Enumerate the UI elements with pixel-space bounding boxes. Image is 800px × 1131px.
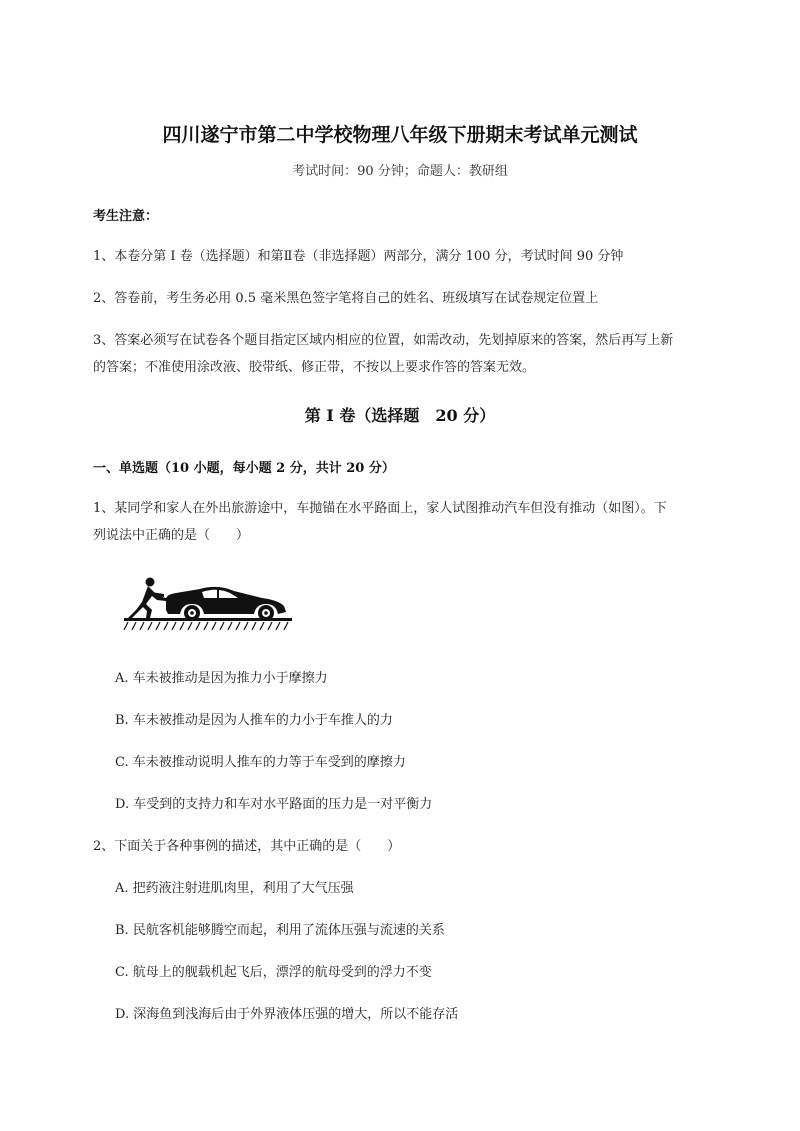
question-1-option-d: D. 车受到的支持力和车对水平路面的压力是一对平衡力 [115, 797, 433, 812]
question-2-stem: 2、下面关于各种事例的描述，其中正确的是（ ） [93, 839, 401, 854]
notice-item-2: 2、答卷前，考生务必用 0.5 毫米黑色签字笔将自己的姓名、班级填写在试卷规定位置上 [93, 291, 599, 306]
notice-heading: 考生注意： [93, 209, 159, 224]
question-1-option-a: A. 车未被推动是因为推力小于摩擦力 [115, 671, 328, 686]
question-2-option-a: A. 把药液注射进肌肉里，利用了大气压强 [115, 881, 354, 896]
person-pushing-car-icon [122, 574, 294, 632]
notice-item-3-continued: 的答案；不准使用涂改液、胶带纸、修正带，不按以上要求作答的答案无效。 [93, 360, 536, 375]
question-1-stem-line-2: 列说法中正确的是（ ） [93, 528, 250, 543]
part-heading: 一、单选题（10 小题，每小题 2 分，共计 20 分） [93, 461, 395, 476]
question-2-option-b: B. 民航客机能够腾空而起，利用了流体压强与流速的关系 [115, 923, 445, 938]
question-1-option-c: C. 车未被推动说明人推车的力等于车受到的摩擦力 [115, 755, 406, 770]
question-1-stem-line-1: 1、某同学和家人在外出旅游途中，车抛锚在水平路面上，家人试图推动汽车但没有推动（如图）。下 [93, 501, 667, 516]
notice-item-1: 1、本卷分第 I 卷（选择题）和第Ⅱ卷（非选择题）两部分，满分 100 分，考试时间 90 分钟 [93, 249, 624, 264]
exam-title: 四川遂宁市第二中学校物理八年级下册期末考试单元测试 [162, 124, 638, 146]
question-2-option-c: C. 航母上的舰载机起飞后，漂浮的航母受到的浮力不变 [115, 965, 432, 980]
exam-subtitle: 考试时间：90 分钟；命题人：教研组 [292, 164, 508, 179]
question-2-option-d: D. 深海鱼到浅海后由于外界液体压强的增大，所以不能存活 [115, 1007, 459, 1022]
notice-item-3: 3、答案必须写在试卷各个题目指定区域内相应的位置，如需改动，先划掉原来的答案，然后再写上新 [93, 333, 674, 348]
section-title: 第 I 卷（选择题 20 分） [304, 406, 496, 425]
question-1-option-b: B. 车未被推动是因为人推车的力小于车推人的力 [115, 713, 393, 728]
